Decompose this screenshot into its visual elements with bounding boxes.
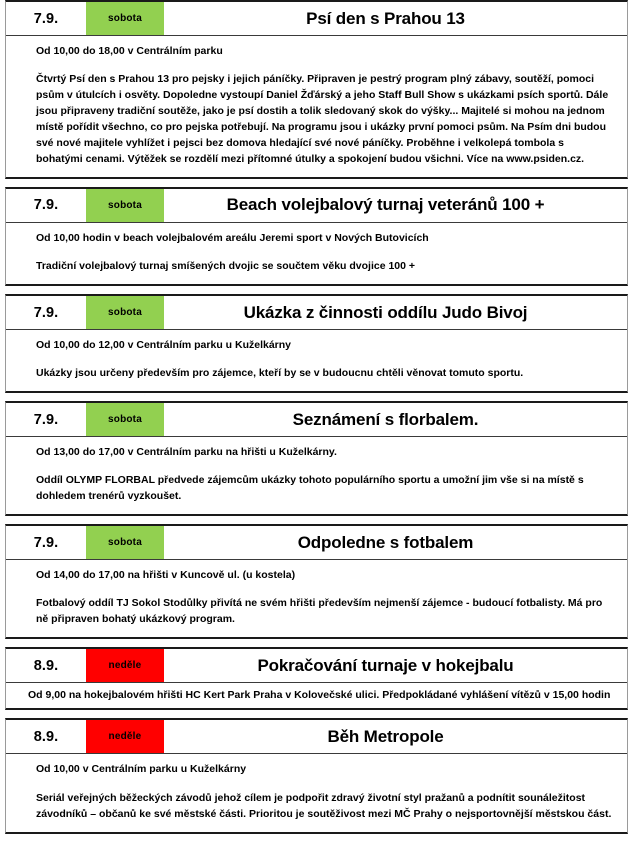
event-date: 7.9.	[33, 304, 59, 321]
event-description: Čtvrtý Psí den s Prahou 13 pro pejsky i jejich páníčky. Připraven je pestrý program plný zábavy, soutěží, pomoci psům v útulcích i osvěty. Dopoledne vystoupí Daniel Žďárský a jeho Staff Bull Show s ukázkami psích sportů. Dále jsou připraveny tradiční soutěže, jako je psí dostih a tolik sledovaný skok do výšky... Majitelé si mohou na jednom místě pořídit všechno, co pro pejska potřebují. Na programu jsou i ukázky první pomoci psům. Na Psím dni budou své nové majitele vyhlížet i pejsci bez domova hledající své nové páníčky. Proběhne i velkolepá tombola s bohatými cenami. Výtěžek se rozdělí mezi přítomné útulky a spokojení budou všichni. Více na www.psiden.cz.	[36, 73, 609, 165]
event-time: Od 10,00 do 12,00 v Centrálním parku u Kuželkárny	[36, 339, 292, 352]
event-day-cell	[86, 296, 164, 329]
event-title: Běh Metropole	[327, 726, 444, 746]
event-description: Seriál veřejných běžeckých závodů jehož cílem je podpořit zdravý životní styl pražanů a podnítit sounáležitost závodníků – občanů ke své městské části. Prioritou je soutěživost mezi MČ Prahy o nejsportovnější městskou část.	[36, 791, 612, 820]
event-header-row	[6, 189, 627, 223]
event-title: Psí den s Prahou 13	[306, 8, 465, 28]
event-body	[6, 223, 627, 284]
day-badge-saturday: sobota	[86, 403, 164, 436]
day-badge-saturday: sobota	[86, 2, 164, 35]
event-day-cell	[86, 526, 164, 559]
event-time: Od 10,00 v Centrálním parku u Kuželkárny	[36, 763, 247, 776]
event-title: Ukázka z činnosti oddílu Judo Bivoj	[243, 302, 528, 322]
event-body	[6, 683, 627, 708]
event-body	[6, 36, 627, 177]
event-body	[6, 437, 627, 514]
event-body	[6, 330, 627, 391]
day-badge-saturday: sobota	[86, 526, 164, 559]
event-title: Odpoledne s fotbalem	[297, 532, 474, 552]
event-title: Beach volejbalový turnaj veteránů 100 +	[226, 195, 545, 215]
event-block	[5, 647, 628, 710]
event-header-row	[6, 2, 627, 36]
day-badge-saturday: sobota	[86, 189, 164, 222]
day-badge-saturday: sobota	[86, 296, 164, 329]
event-description: Tradiční volejbalový turnaj smíšených dvojic se součtem věku dvojice 100 +	[36, 260, 416, 273]
day-badge-sunday: neděle	[86, 649, 164, 682]
event-header-row	[6, 649, 627, 683]
event-time: Od 14,00 do 17,00 na hřišti v Kuncově ul. (u kostela)	[36, 569, 296, 582]
event-date: 7.9.	[33, 10, 59, 27]
event-block	[5, 401, 628, 516]
event-time: Od 10,00 hodin v beach volejbalovém areálu Jeremi sport v Nových Butovicích	[36, 231, 429, 244]
event-header-row	[6, 720, 627, 754]
event-date: 8.9.	[33, 728, 59, 745]
event-header-row	[6, 526, 627, 560]
event-date: 7.9.	[33, 411, 59, 428]
event-date: 8.9.	[33, 657, 59, 674]
event-day-cell	[86, 720, 164, 753]
event-block	[5, 718, 628, 833]
event-description: Fotbalový oddíl TJ Sokol Stodůlky přivítá ne svém hřišti především nejmenší zájemce - budoucí fotbalisty. Má pro ně připraven bohatý ukázkový program.	[36, 597, 603, 626]
event-block	[5, 294, 628, 393]
event-body	[6, 560, 627, 637]
event-body	[6, 754, 627, 831]
event-title: Pokračování turnaje v hokejbalu	[257, 655, 514, 675]
event-header-row	[6, 403, 627, 437]
event-header-row	[6, 296, 627, 330]
event-day-cell	[86, 2, 164, 35]
event-title: Seznámení s florbalem.	[292, 409, 479, 429]
event-block	[5, 524, 628, 639]
event-time: Od 9,00 na hokejbalovém hřišti HC Kert Park Praha v Kolovečské ulici. Předpokládané vyhlášení vítězů v 15,00 hodin	[28, 689, 611, 702]
event-time: Od 10,00 do 18,00 v Centrálním parku	[36, 45, 223, 57]
event-description: Ukázky jsou určeny především pro zájemce, kteří by se v budoucnu chtěli věnovat tomuto sportu.	[36, 367, 524, 380]
event-block	[5, 0, 628, 179]
event-date: 7.9.	[33, 197, 59, 214]
event-description: Oddíl OLYMP FLORBAL předvede zájemcům ukázky tohoto populárního sportu a umožní jim vše si na místě s dohledem trenérů vyzkoušet.	[36, 474, 584, 503]
event-day-cell	[86, 403, 164, 436]
day-badge-sunday: neděle	[86, 720, 164, 753]
event-date: 7.9.	[33, 534, 59, 551]
event-block	[5, 187, 628, 286]
event-time: Od 13,00 do 17,00 v Centrálním parku na hřišti u Kuželkárny.	[36, 446, 337, 459]
event-day-cell	[86, 189, 164, 222]
event-day-cell	[86, 649, 164, 682]
